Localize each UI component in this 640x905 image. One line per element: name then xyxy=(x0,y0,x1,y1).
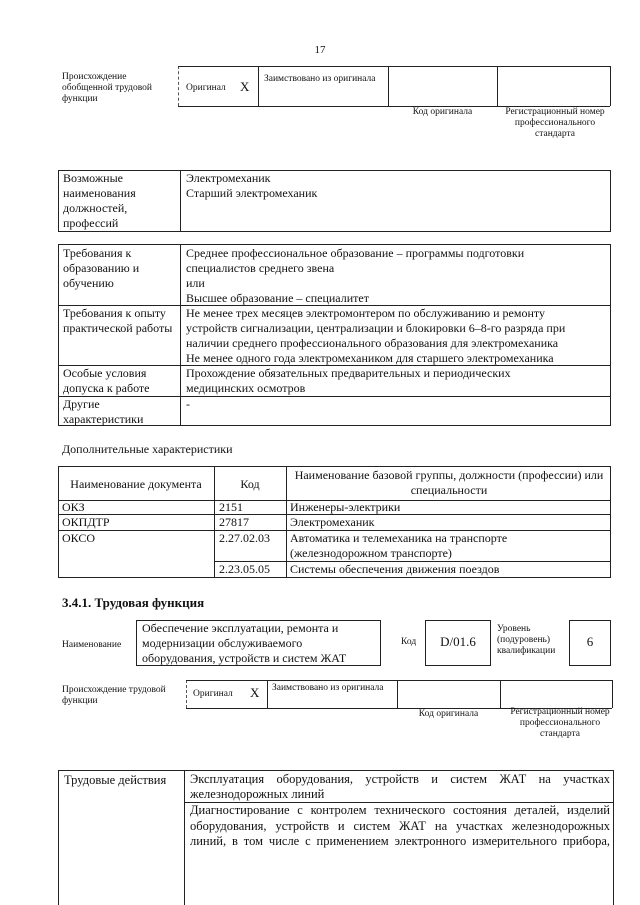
function-name-line: модернизации обслуживаемого xyxy=(142,636,303,650)
row-code: 27817 xyxy=(219,515,249,529)
original2-mark: X xyxy=(250,685,260,700)
code2-caption: Код оригинала xyxy=(418,709,479,719)
origin-divider xyxy=(388,66,389,106)
position-item: Электромеханик xyxy=(186,171,271,185)
code-caption: Код оригинала xyxy=(412,107,473,117)
original2-label: Оригинал xyxy=(193,689,233,699)
row-code: 2151 xyxy=(219,500,243,514)
row-doc: ОКСО xyxy=(62,531,96,545)
origin2-frame-top xyxy=(186,680,612,681)
req-line: Высшее образование – специалитет xyxy=(186,291,369,305)
row-name xyxy=(290,531,507,561)
level-label-line: Уровень xyxy=(497,624,531,634)
row-code: 2.27.02.03 xyxy=(219,531,270,545)
additional-title: Дополнительные характеристики xyxy=(62,442,233,456)
function-name-line: Обеспечение эксплуатации, ремонта и xyxy=(142,621,339,635)
level-label-line: квалификации xyxy=(497,646,556,656)
positions-label: Возможные наименования должностей, профессий xyxy=(63,171,136,230)
actions-top-line xyxy=(58,770,613,771)
header-document: Наименование документа xyxy=(70,477,202,491)
origin-frame-top xyxy=(178,66,610,67)
origin-frame-left xyxy=(178,66,179,106)
row-name-line: (железнодорожном транспорте) xyxy=(290,546,452,560)
origin-divider xyxy=(258,66,259,106)
function-code-label: Код xyxy=(401,637,417,647)
reg-caption: Регистрационный номер профессионального стандарта xyxy=(505,107,605,139)
function-level: 6 xyxy=(586,634,594,649)
req-line: устройств сигнализации, централизации и блокировки 6–8-го разряда при xyxy=(186,321,566,335)
origin-frame-right xyxy=(610,66,611,106)
row-doc: ОКПДТР xyxy=(62,515,110,529)
origin2-divider xyxy=(500,680,501,708)
action-line: железнодорожных линий xyxy=(190,787,325,801)
origin2-divider xyxy=(267,680,268,708)
row-name: Системы обеспечения движения поездов xyxy=(290,562,500,576)
origin2-divider xyxy=(397,680,398,708)
function-name-label: Наименование xyxy=(62,640,122,650)
req-value-experience xyxy=(186,306,565,366)
row-doc: ОКЗ xyxy=(62,500,85,514)
positions-divider xyxy=(180,170,181,232)
req-line: Не менее трех месяцев электромонтером по обслуживанию и ремонту xyxy=(186,306,545,320)
original-mark: X xyxy=(240,79,250,94)
req-line: Не менее одного года электромехаником для старшего электромеханика xyxy=(186,351,554,365)
action-line: Эксплуатация оборудования, устройств и систем ЖАТ на участках xyxy=(190,772,610,786)
header-name: Наименование базовой группы, должности (профессии) или специальности xyxy=(294,468,604,497)
origin2-frame-right xyxy=(612,680,613,708)
origin2-frame-left xyxy=(186,680,187,708)
req-line: медицинских осмотров xyxy=(186,381,306,395)
actions-divider xyxy=(184,770,185,905)
req-label-admission: Особые условия допуска к работе xyxy=(63,366,150,395)
requirements-divider xyxy=(180,244,181,426)
row-name: Электромеханик xyxy=(290,515,375,529)
req-line: Прохождение обязательных предварительных и периодических xyxy=(186,366,511,380)
req-label-experience: Требования к опыту практической работы xyxy=(63,306,173,335)
action-item xyxy=(190,803,610,850)
actions-label: Трудовые действия xyxy=(64,773,167,787)
origin-label: Происхождение обобщенной трудовой функции xyxy=(62,72,152,104)
req-line: Среднее профессиональное образование – программы подготовки xyxy=(186,246,525,260)
actions-left-line xyxy=(58,770,59,905)
row-code: 2.23.05.05 xyxy=(219,562,270,576)
req-value-admission xyxy=(186,366,511,396)
borrowed2-label: Заимствовано из оригинала xyxy=(272,683,384,693)
function-code: D/01.6 xyxy=(440,634,476,649)
req-value-other: - xyxy=(186,397,190,411)
header-code: Код xyxy=(240,477,260,491)
action-line: линий, в том числе с применением электронного измерительного прибора, xyxy=(190,834,610,848)
origin2-label: Происхождение трудовой функции xyxy=(62,685,166,706)
req-label-education: Требования к образованию и обучению xyxy=(63,246,140,290)
original-label: Оригинал xyxy=(186,83,226,93)
level-label-line: (подуровень) xyxy=(497,635,551,645)
borrowed-label: Заимствовано из оригинала xyxy=(264,74,376,84)
actions-right-line xyxy=(613,770,614,905)
position-item: Старший электромеханик xyxy=(186,186,318,200)
page-number: 17 xyxy=(314,44,326,56)
origin-divider xyxy=(497,66,498,106)
req-line: наличии среднего профессионального образования для электромеханика xyxy=(186,336,559,350)
req-value-education xyxy=(186,246,524,306)
function-level-label xyxy=(497,624,567,657)
function-name-text xyxy=(142,621,378,666)
row-name-line: Автоматика и телемеханика на транспорте xyxy=(290,531,508,545)
req-line: специалистов среднего звена xyxy=(186,261,335,275)
reg2-caption: Регистрационный номер профессионального стандарта xyxy=(510,707,610,739)
action-line: оборудования, устройств и систем ЖАТ на участках железнодорожных xyxy=(190,818,610,833)
req-line: или xyxy=(186,276,205,290)
action-item xyxy=(190,772,610,802)
function-heading: 3.4.1. Трудовая функция xyxy=(62,595,205,610)
function-name-line: оборудования, устройств и систем ЖАТ xyxy=(142,651,347,665)
req-label-other: Другие характеристики xyxy=(63,397,144,426)
action-line: Диагностирование с контролем технического состояния деталей, изделий xyxy=(190,803,610,817)
positions-list xyxy=(186,171,317,201)
row-name: Инженеры-электрики xyxy=(290,500,401,514)
